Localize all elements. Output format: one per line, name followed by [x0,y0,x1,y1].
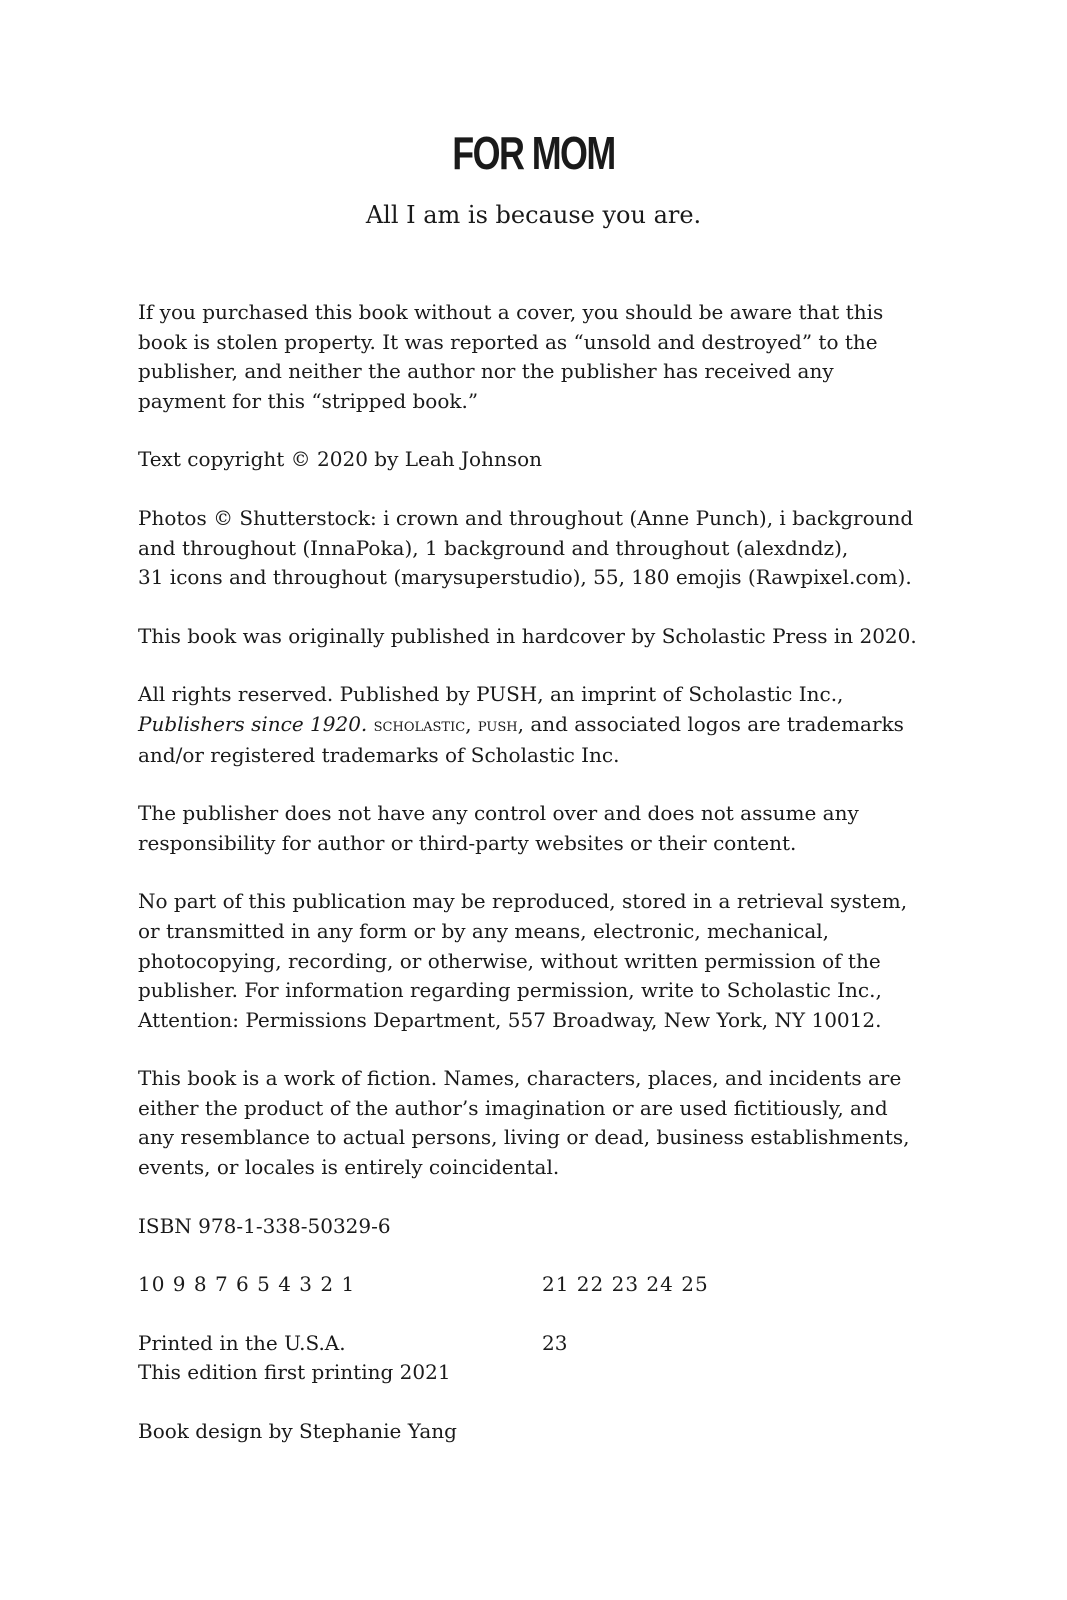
printed-code: 23 [542,1330,568,1355]
fiction-disclaimer [138,1064,938,1182]
rights-reserved [138,680,938,770]
photo-credits [138,504,938,593]
text-line [138,710,938,741]
text-line: events, or locales is entirely coincidental. [138,1155,560,1180]
dedication-title: FOR MOM [452,127,615,179]
text-line: payment for this “stripped book.” [138,388,479,413]
dedication-line: All I am is because you are. [365,201,702,229]
text-line: If you purchased this book without a cover, you should be aware that this [138,300,884,324]
copyright-body [138,298,938,1476]
original-publication [138,622,938,652]
text-line: publisher. For information regarding permission, write to Scholastic Inc., [138,978,882,1003]
text-line: Photos © Shutterstock: i crown and throughout (Anne Punch), i background [138,505,914,530]
text-line: No part of this publication may be reproduced, stored in a retrieval system, [138,889,908,914]
printing-info [138,1329,938,1388]
text-line: publisher, and neither the author nor the publisher has received any [138,359,834,384]
printed-in: Printed in the U.S.A. [138,1330,346,1355]
text-line: Book design by Stephanie Yang [138,1419,457,1444]
text-line: This book was originally published in hardcover by Scholastic Press in 2020. [138,623,917,648]
book-design-credit [138,1417,938,1447]
text-line: responsibility for author or third-party websites or their content. [138,830,797,855]
separator: , [465,711,478,736]
printing-numbers: 10 9 8 7 6 5 4 3 2 1 [138,1272,356,1297]
push-trademark: push [477,714,518,736]
scholastic-trademark: scholastic [373,714,466,736]
publishers-since: Publishers since 1920. [138,711,368,736]
stripped-book-notice [138,298,938,416]
isbn [138,1212,938,1242]
text-line: Text copyright © 2020 by Leah Johnson [138,447,543,472]
text-copyright [138,445,938,475]
text-line: either the product of the author’s imagination or are used fictitiously, and [138,1095,888,1120]
text-line: book is stolen property. It was reported as “unsold and destroyed” to the [138,329,878,354]
text-line: any resemblance to actual persons, living or dead, business establishments, [138,1125,910,1150]
text-line: 31 icons and throughout (marysuperstudio), 55, 180 emojis (Rawpixel.com). [138,565,912,590]
printing-years: 21 22 23 24 25 [542,1272,709,1297]
text-line: The publisher does not have any control over and does not assume any [138,801,859,826]
reproduction-notice [138,887,938,1035]
text-line: or transmitted in any form or by any means, electronic, mechanical, [138,918,830,943]
trademark-text: , and associated logos are trademarks [517,711,904,736]
text-line: This book is a work of fiction. Names, characters, places, and incidents are [138,1066,902,1091]
text-line: photocopying, recording, or otherwise, without written permission of the [138,948,881,973]
text-line: ISBN 978-1-338-50329-6 [138,1213,391,1238]
text-line: and/or registered trademarks of Scholastic Inc. [138,742,620,767]
websites-disclaimer [138,799,938,858]
edition-printing: This edition first printing 2021 [138,1360,451,1385]
text-line: Attention: Permissions Department, 557 Broadway, New York, NY 10012. [138,1007,882,1032]
printing-line [138,1270,938,1300]
text-line: All rights reserved. Published by PUSH, an imprint of Scholastic Inc., [138,682,844,707]
text-line: and throughout (InnaPoka), 1 background and throughout (alexdndz), [138,535,849,560]
